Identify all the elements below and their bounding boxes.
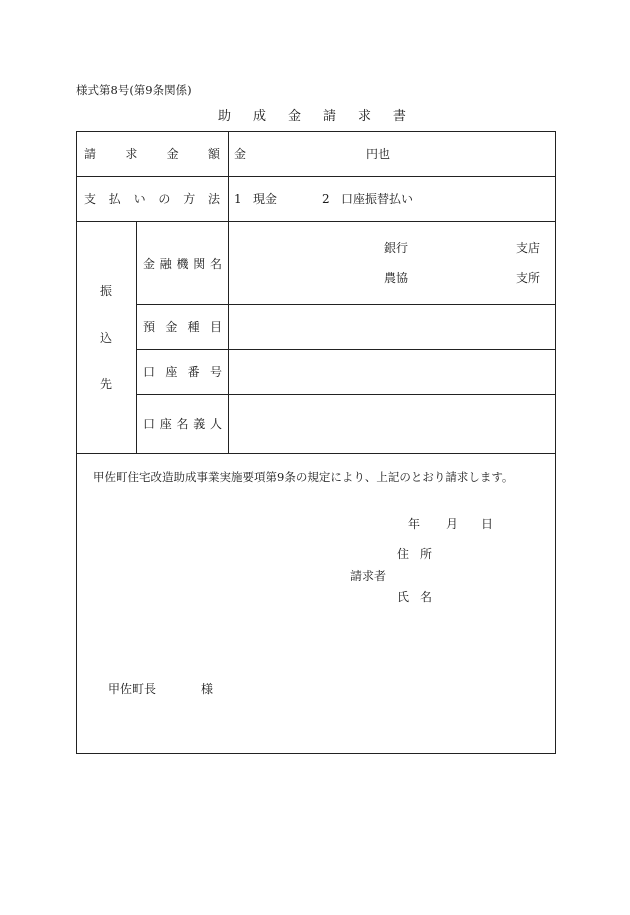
form-frame — [76, 131, 556, 754]
branch-label: 支店 — [516, 241, 541, 255]
date-day: 日 — [481, 517, 494, 531]
title-char: 金 — [287, 109, 301, 124]
payment-option-transfer: 口座振替払い — [341, 192, 414, 206]
claimant-address-label — [397, 548, 432, 560]
label-char: 目 — [209, 320, 222, 334]
row-divider — [76, 221, 556, 222]
title-char: 成 — [252, 109, 266, 124]
label-char: 請 — [84, 147, 97, 161]
payment-option-transfer-number: 2 — [322, 192, 330, 206]
date-month: 月 — [446, 517, 459, 531]
label-char: 座 — [165, 365, 178, 379]
row-divider — [76, 176, 556, 177]
label-char: 求 — [125, 147, 138, 161]
label-char: 関 — [193, 257, 206, 271]
row-divider — [76, 453, 556, 454]
row-divider — [136, 349, 556, 350]
form-number: 様式第8号(第9条関係) — [76, 83, 192, 97]
transfer-group-char: 振 — [100, 284, 113, 298]
amount-suffix: 円也 — [366, 147, 391, 161]
row-divider — [136, 394, 556, 395]
label-char: 金 — [165, 320, 178, 334]
label-char: 預 — [143, 320, 156, 334]
payment-option-cash: 現金 — [253, 192, 278, 206]
title-char: 書 — [392, 109, 406, 124]
label-char: 法 — [207, 192, 220, 206]
label-char: 機 — [176, 257, 189, 271]
account-holder-label — [143, 418, 222, 430]
column-divider — [136, 221, 137, 453]
label-char: 金 — [143, 257, 156, 271]
title-char: 助 — [218, 109, 232, 124]
title-char: 求 — [357, 109, 371, 124]
label-char: 人 — [209, 417, 222, 431]
label-char: 座 — [159, 417, 172, 431]
label-char: 号 — [209, 365, 222, 379]
declaration-text: 甲佐町住宅改造助成事業実施要項第9条の規定により、上記のとおり請求します。 — [93, 470, 514, 484]
payment-option-cash-number: 1 — [234, 192, 242, 206]
transfer-group-char: 込 — [100, 331, 113, 345]
label-char: 名 — [176, 417, 189, 431]
deposit-type-label — [143, 321, 222, 333]
bank-label: 銀行 — [384, 241, 409, 255]
institution-label — [143, 258, 222, 270]
amount-label — [84, 148, 220, 160]
document-title — [218, 110, 406, 123]
label-char: 口 — [143, 417, 156, 431]
label-char: 名 — [419, 590, 432, 604]
label-char: 融 — [159, 257, 172, 271]
label-char: 所 — [419, 547, 432, 561]
date-year: 年 — [408, 517, 421, 531]
claimant-label: 請求者 — [350, 569, 387, 583]
label-char: 金 — [166, 147, 179, 161]
label-char: 払 — [108, 192, 121, 206]
payment-method-label — [84, 193, 220, 205]
amount-prefix: 金 — [234, 147, 247, 161]
label-char: の — [158, 192, 171, 206]
label-char: 住 — [397, 547, 410, 561]
account-number-label — [143, 366, 222, 378]
column-divider — [228, 131, 229, 453]
label-char: 種 — [187, 320, 200, 334]
claimant-name-label — [397, 591, 432, 603]
label-char: 口 — [143, 365, 156, 379]
label-char: 額 — [207, 147, 220, 161]
coop-branch-label: 支所 — [516, 271, 541, 285]
addressee-title: 甲佐町長 — [108, 682, 157, 696]
label-char: 氏 — [397, 590, 410, 604]
label-char: 方 — [183, 192, 196, 206]
title-char: 請 — [322, 109, 336, 124]
addressee-honorific: 様 — [201, 682, 214, 696]
label-char: 支 — [84, 192, 97, 206]
label-char: 名 — [209, 257, 222, 271]
label-char: 義 — [193, 417, 206, 431]
row-divider — [136, 304, 556, 305]
label-char: い — [133, 192, 146, 206]
label-char: 番 — [187, 365, 200, 379]
transfer-group-char: 先 — [100, 377, 113, 391]
coop-label: 農協 — [384, 271, 409, 285]
